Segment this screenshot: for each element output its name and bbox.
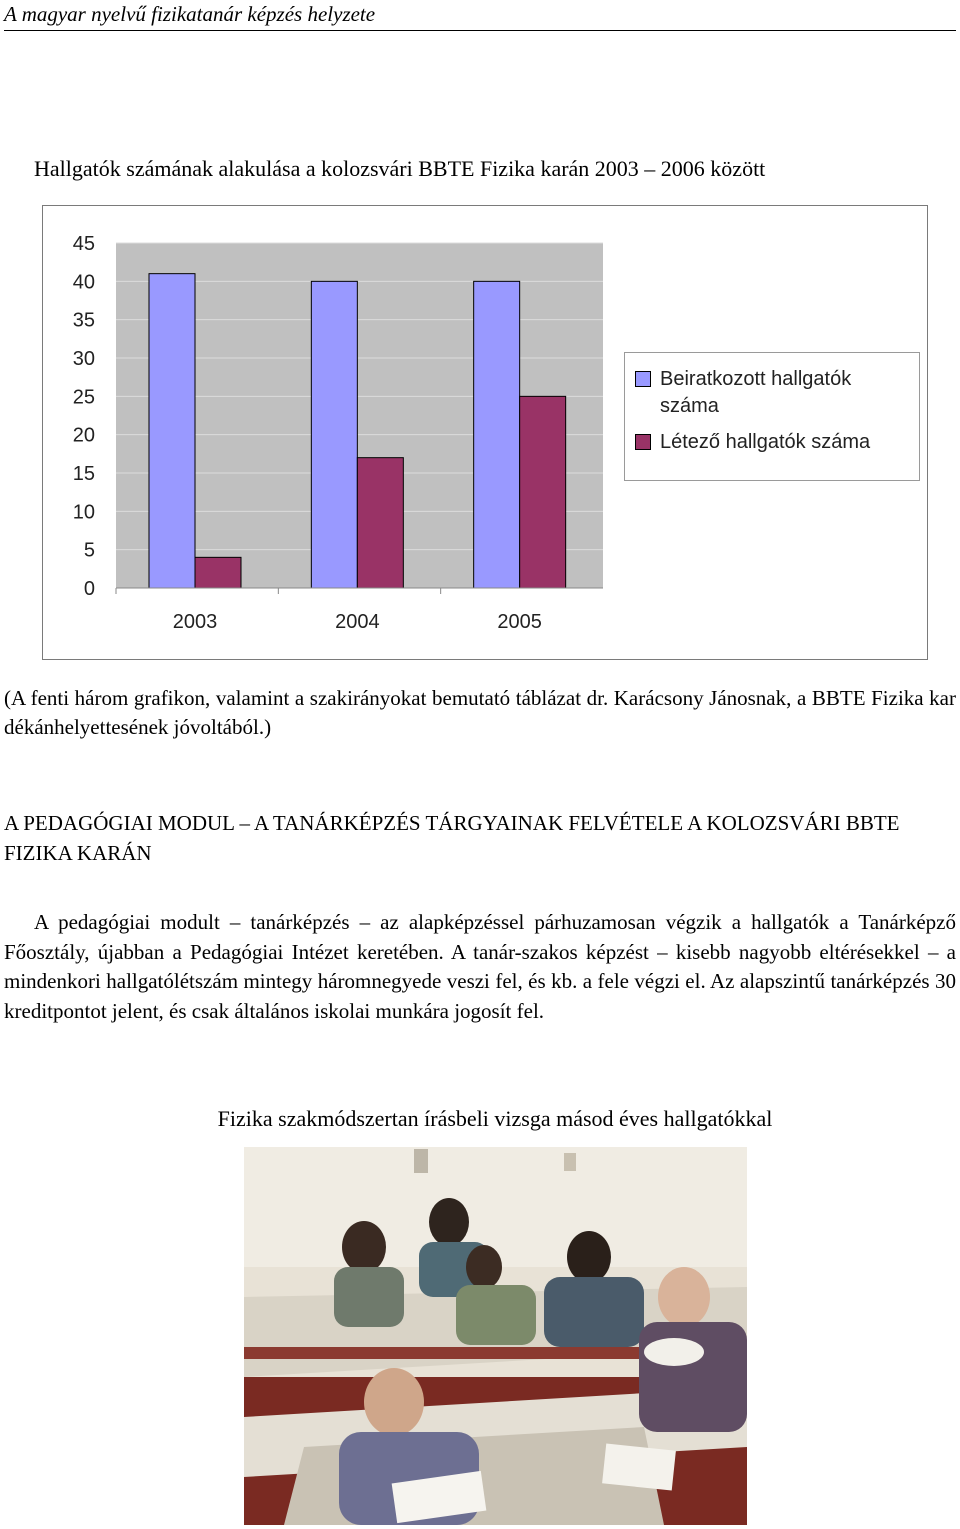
- running-header: [4, 0, 956, 31]
- legend-item-existing: [635, 429, 910, 456]
- chart-legend: [624, 352, 920, 481]
- bar-existing-2004: [357, 458, 403, 588]
- legend-label-enrolled: Beiratkozott hallgatók száma: [660, 368, 852, 417]
- section-heading: A PEDAGÓGIAI MODUL – A TANÁRKÉPZÉS TÁRGYAINAK FELVÉTELE A KOLOZSVÁRI BBTE FIZIKA KARÁN: [4, 811, 900, 865]
- bar-existing-2005: [520, 396, 566, 588]
- y-tick-label: 20: [72, 424, 95, 447]
- y-tick-label: 40: [72, 271, 95, 294]
- bar-enrolled-2005: [474, 281, 520, 588]
- y-tick-label: 15: [72, 463, 95, 485]
- bar-enrolled-2003: [149, 274, 195, 588]
- y-tick-label: 35: [72, 309, 95, 332]
- body-paragraph: [4, 908, 956, 1026]
- bar-enrolled-2004: [311, 281, 357, 588]
- y-axis-ticks: [73, 233, 95, 600]
- body-paragraph-text: A pedagógiai modult – tanárképzés – az alapképzéssel párhuzamosan végzik a hallgatók a Tanárképző Főosztály, újabban a Pedagógiai Intézet keretében. A tanár-szakos képzést – kisebb nagyobb eltérésekkel – a mindenkori hallgatólétszám mintegy háromnegyede veszi fel, és kb. a fele végzi el. Az alapszintű tanárképzés 30 kreditpontot jelent, és csak általános iskolai munkára jogosít fel.: [4, 910, 956, 1023]
- photo-caption: Fizika szakmódszertan írásbeli vizsga másod éves hallgatókkal: [217, 1106, 773, 1131]
- classroom-exam-photo: [244, 1147, 747, 1525]
- y-tick-label: 25: [72, 386, 95, 409]
- legend-label-existing: Létező hallgatók száma: [660, 431, 871, 453]
- legend-item-enrolled: [635, 366, 910, 420]
- x-category-label: 2004: [335, 611, 380, 633]
- y-tick-label: 0: [83, 578, 95, 600]
- source-note: (A fenti három grafikon, valamint a szakirányokat bemutató táblázat dr. Karácsony Jánosnak, a BBTE Fizika kar dékánhelyettesének jóvoltából.): [4, 686, 956, 739]
- y-tick-label: 5: [83, 539, 95, 562]
- legend-swatch-enrolled: [635, 371, 651, 387]
- legend-swatch-existing: [635, 434, 651, 450]
- x-category-label: 2003: [172, 611, 218, 633]
- classroom-photo-illustration: [244, 1147, 747, 1525]
- chart-caption: Hallgatók számának alakulása a kolozsvári BBTE Fizika karán 2003 – 2006 között: [34, 156, 766, 181]
- y-tick-label: 30: [72, 348, 95, 370]
- running-title: A magyar nyelvű fizikatanár képzés helyzete: [4, 2, 376, 26]
- y-tick-label: 10: [72, 501, 95, 524]
- bar-existing-2003: [195, 557, 241, 588]
- y-tick-label: 45: [72, 233, 95, 255]
- x-axis-labels: [116, 588, 542, 633]
- bar-chart: [42, 205, 928, 660]
- x-category-label: 2005: [497, 611, 542, 633]
